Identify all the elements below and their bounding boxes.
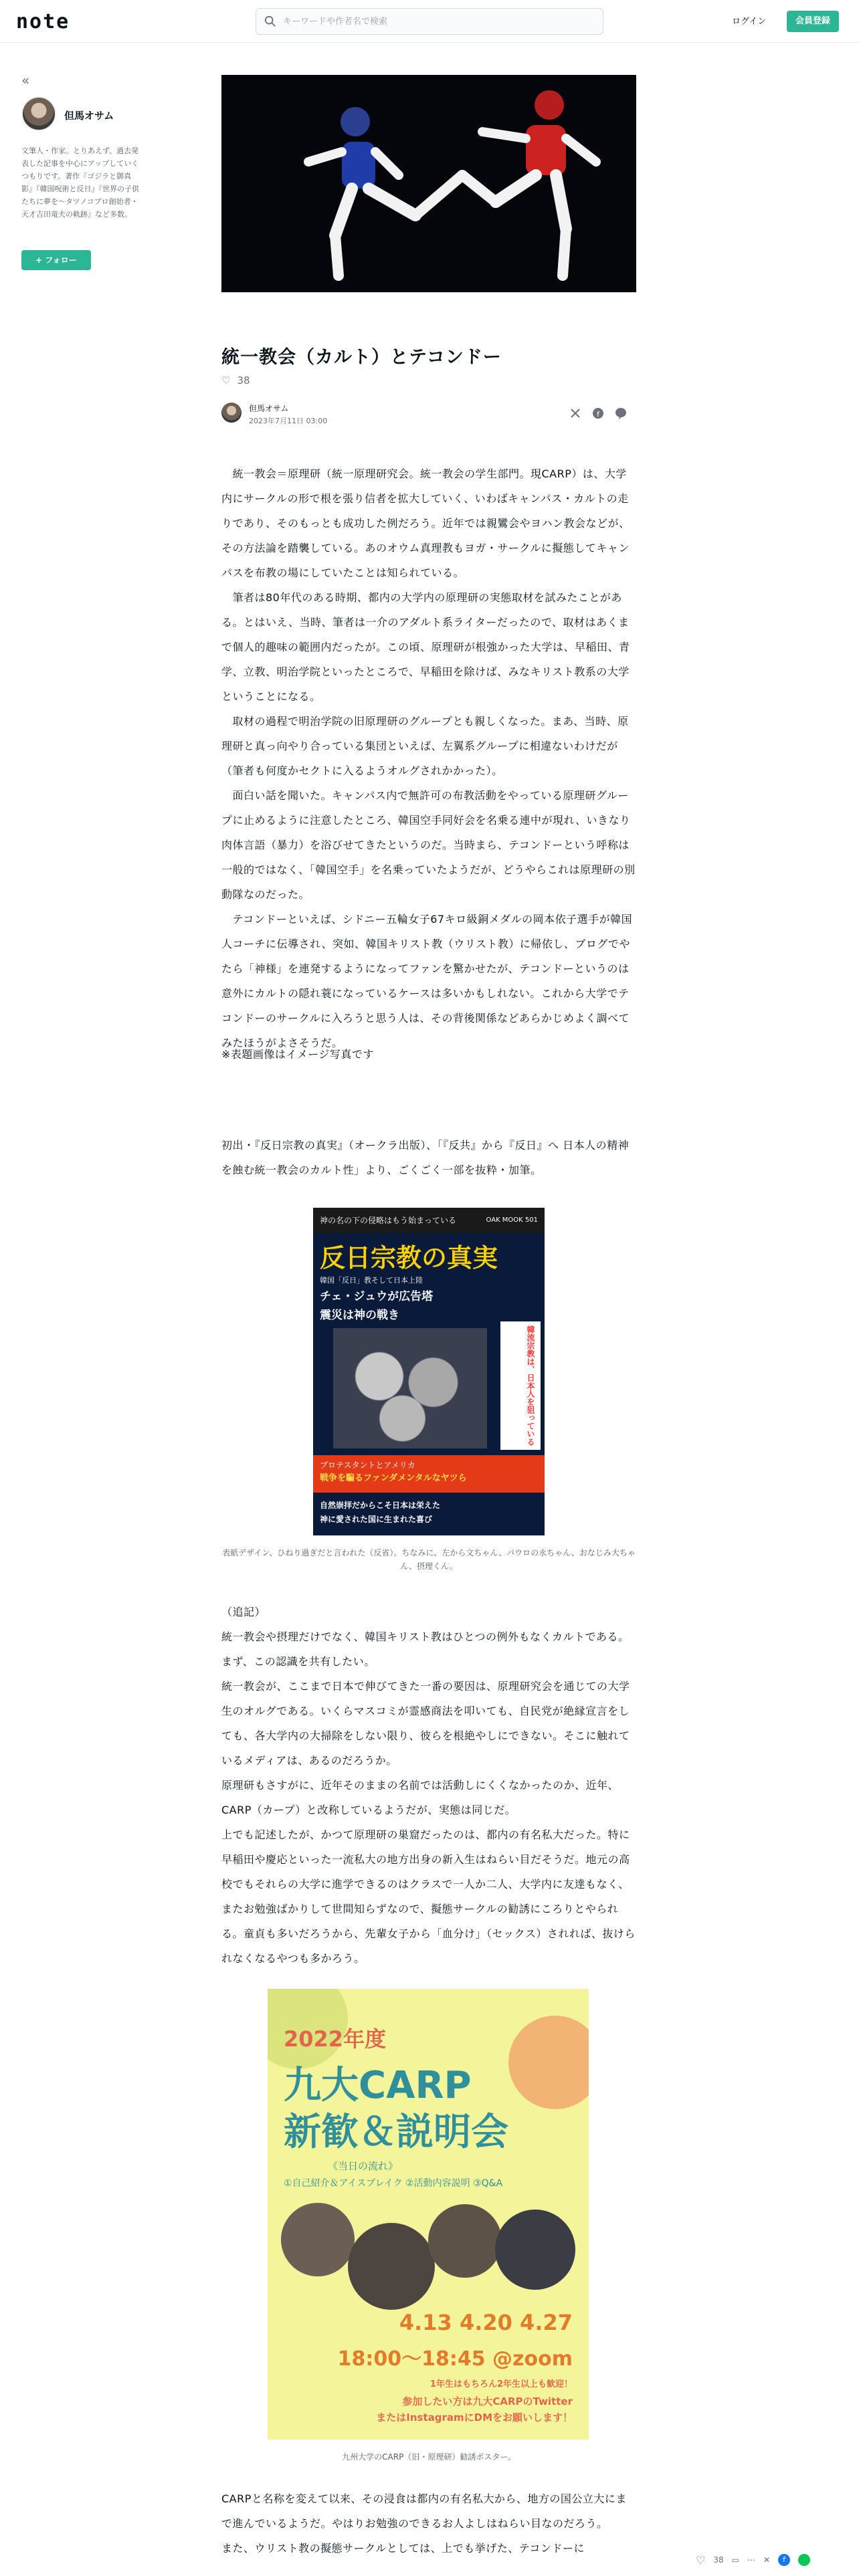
share-buttons: [569, 407, 628, 420]
carp-poster-image: 2022年度 九大CARP 新歓＆説明会 《当日の流れ》 ①自己紹介＆アイスブレイク ②活動内容説明 ③Q&A 4.13 4.20 4.27 18:00〜18:45 @zoom 1年生はもちろん2年生以上も歓迎！ 参加したい方は九大CARPのTwitter またはInstagramにDMをお願いします！: [268, 1989, 589, 2440]
line-share-icon[interactable]: [614, 407, 628, 420]
meta-author-avatar[interactable]: [221, 403, 242, 423]
paragraph: 原理研もさすがに、近年そのままの名前では活動しにくくなかったのか、近年、CARP（カープ）と改称しているようだが、実態は同じだ。: [221, 1779, 619, 1816]
heart-icon[interactable]: ♡: [221, 374, 231, 387]
book-title: 反日宗教の真実: [320, 1243, 498, 1273]
paragraph: テコンドーといえば、シドニー五輪女子67キロ級銅メダルの岡本依子選手が韓国人コーチに伝導され、突如、韓国キリスト教（ウリスト教）に帰依し、ブログでやたら「神様」を連発するようになってファンを驚かせたが、テコンドーというのは意外にカルトの隠れ蓑になっているケースは多いかもしれない。これから大学でテコンドーのサークルに入ろうと思う人は、その背後関係などあらかじめよく調べてみたほうがよさそうだ。: [221, 913, 633, 1049]
more-icon[interactable]: ⋯: [747, 2555, 755, 2565]
poster-photo: [428, 2204, 502, 2278]
x-share-icon[interactable]: [569, 407, 582, 420]
meta-author-name[interactable]: 但馬オサム: [249, 404, 289, 413]
closing-body: [221, 2486, 636, 2561]
poster-photo: [348, 2223, 435, 2310]
collapse-sidebar-icon[interactable]: «: [21, 72, 30, 88]
paragraph: CARPと名称を変えて以来、その浸食は都内の有名私大から、地方の国公立大にまで進んでいるようだ。やはりお勉強のできるお人よしはねらい目なのだろう。: [221, 2492, 627, 2530]
source-note: 初出・『反日宗教の真実』（オークラ出版）、「『反共』から『反日』へ 日本人の精神を蝕む統一教会のカルト性」より、ごくごく一部を抜粋・加筆。: [221, 1139, 630, 1176]
follow-button[interactable]: + フォロー: [21, 250, 91, 270]
book-top-band: 神の名の下の侵略はもう始まっている OAK MOOK 501: [313, 1208, 545, 1233]
book-cover-image: 神の名の下の侵略はもう始まっている OAK MOOK 501 反日宗教の真実 韓国「反日」教そして日本上陸 チェ・ジュウが広告塔 震災は神の戦き 韓流宗教は、日本人を狙っている プロテスタントとアメリカ 戦争を騙るファンダメンタルなヤツら 自然崇拝だからこそ日本は栄えた 神に愛された国に生まれた喜び: [313, 1208, 545, 1535]
line-share-icon[interactable]: [798, 2554, 810, 2566]
article-body: [221, 461, 636, 1055]
signup-button[interactable]: 会員登録: [787, 11, 839, 32]
search-box[interactable]: [256, 8, 603, 35]
facebook-share-icon[interactable]: [591, 407, 605, 420]
article-title: 統一教会（カルト）とテコンドー: [221, 347, 502, 368]
x-share-icon[interactable]: ✕: [763, 2555, 771, 2565]
poster-photo: [281, 2203, 355, 2276]
author-bio: 文筆人・作家。とりあえず、過去発表した記事を中心にアップしていくつもりです。著作『ゴジラと御真影』『韓国呪術と反日』『世界の子供たちに夢を〜タツノコプロ創始者・天才吉田竜夫の軌跡』など多数。: [21, 146, 139, 219]
paragraph: 面白い話を聞いた。キャンパス内で無許可の布教活動をやっている原理研グループに止めるように注意したところ、韓国空手同好会を名乗る連中が現れ、いきなり肉体言語（暴力）を浴びせてきたというのだ。当時まら、テコンドーという呼称は一般的ではなく、「韓国空手」を名乗っていたようだが、どうやらこれは原理研の別動隊なのだった。: [221, 789, 636, 901]
taekwondo-illustration: [221, 75, 636, 292]
poster-caption: 九州大学のCARP（旧・原理研）勧誘ポスター。: [342, 2452, 516, 2462]
hero-image: [221, 75, 636, 292]
book-red-band: プロテスタントとアメリカ 戦争を騙るファンダメンタルなヤツら: [313, 1455, 545, 1493]
poster-photo: [495, 2210, 575, 2290]
heart-icon[interactable]: ♡: [696, 2553, 706, 2567]
login-link[interactable]: ログイン: [732, 17, 767, 27]
search-input[interactable]: [283, 9, 597, 34]
like-count: 38: [713, 2555, 724, 2565]
paragraph: 上でも記述したが、かつて原理研の巣窟だったのは、都内の有名私大だった。特に早稲田や慶応といった一流私大の地方出身の新入生はねらい目だそうだ。地元の高校でもそれらの大学に進学できるのはクラスで一人か二人、大学内に友達もなく、またお勉強ばかりして世間知らずなので、擬態サークルの勧誘にころりとやられる。童貞も多いだろうから、先輩女子から「血分け」（セックス）されれば、抜けられなくなるやつも多かろう。: [221, 1828, 636, 1965]
svg-text:f: f: [597, 410, 599, 419]
paragraph: 筆者は80年代のある時期、都内の大学内の原理研の実態取材を試みたことがある。とはいえ、当時、筆者は一介のアダルト系ライターだったので、取材はあくまで個人的趣味の範囲内だったが。この頃、原理研が根強かった大学は、早稲田、青学、立教、明治学院といったところで、早稲田を除けば、みなキリスト教系の大学ということになる。: [221, 591, 630, 703]
book-bottom-band: 自然崇拝だからこそ日本は栄えた 神に愛された国に生まれた喜び: [313, 1495, 545, 1535]
book-faces-image: [333, 1328, 487, 1448]
floating-action-bar: [696, 2547, 859, 2573]
note-logo[interactable]: note: [16, 10, 70, 33]
bookmark-icon[interactable]: ▭: [731, 2555, 739, 2565]
paragraph: 統一教会や摂理だけでなく、韓国キリスト教はひとつの例外もなくカルトである。まず、この認識を共有したい。: [221, 1630, 630, 1668]
paragraph: また、ウリスト教の擬態サークルとしては、上でも挙げた、テコンドーに: [221, 2542, 585, 2555]
facebook-share-icon[interactable]: f: [778, 2554, 790, 2566]
author-avatar[interactable]: [21, 96, 56, 131]
site-header: [0, 0, 859, 43]
addendum-title: （追記）: [221, 1606, 266, 1618]
search-icon: [264, 15, 276, 27]
like-count[interactable]: ♡ 38: [221, 374, 250, 387]
addendum-body: [221, 1624, 636, 1971]
book-caption: 表紙デザイン、ひねり過ぎだと言われた（反省）。ちなみに、左から文ちゃん、パウロの永ちゃん、おなじみ大ちゃん、摂理くん。: [222, 1548, 636, 1571]
image-note: ※表題画像はイメージ写真です: [221, 1048, 374, 1061]
paragraph: 取材の過程で明治学院の旧原理研のグループとも親しくなった。まあ、当時、原理研と真っ向やり合っている集団といえば、左翼系グループに相違ないわけだが（筆者も何度かセクトに入るようオルグされかかった）。: [221, 715, 629, 777]
sidebar-author-name[interactable]: 但馬オサム: [64, 110, 114, 122]
paragraph: 統一教会＝原理研（統一原理研究会。統一教会の学生部門。現CARP）は、大学内にサークルの形で根を張り信者を拡大していく、いわばキャンパス・カルトの走りであり、そのもっとも成功した例だろう。近年では親鸞会やヨハン教会などが、その方法論を踏襲している。あのオウム真理教もヨガ・サークルに擬態してキャンパスを布教の場にしていたことは知られている。: [221, 467, 630, 579]
paragraph: 統一教会が、ここまで日本で伸びてきた一番の要因は、原理研究会を通じての大学生のオルグである。いくらマスコミが霊感商法を叩いても、自民党が絶縁宣言をしても、各大学内の大掃除をしない限り、彼らを根絶やしにできない。そこに触れているメディアは、あるのだろうか。: [221, 1680, 630, 1767]
publish-date: 2023年7月11日 03:00: [249, 417, 328, 425]
